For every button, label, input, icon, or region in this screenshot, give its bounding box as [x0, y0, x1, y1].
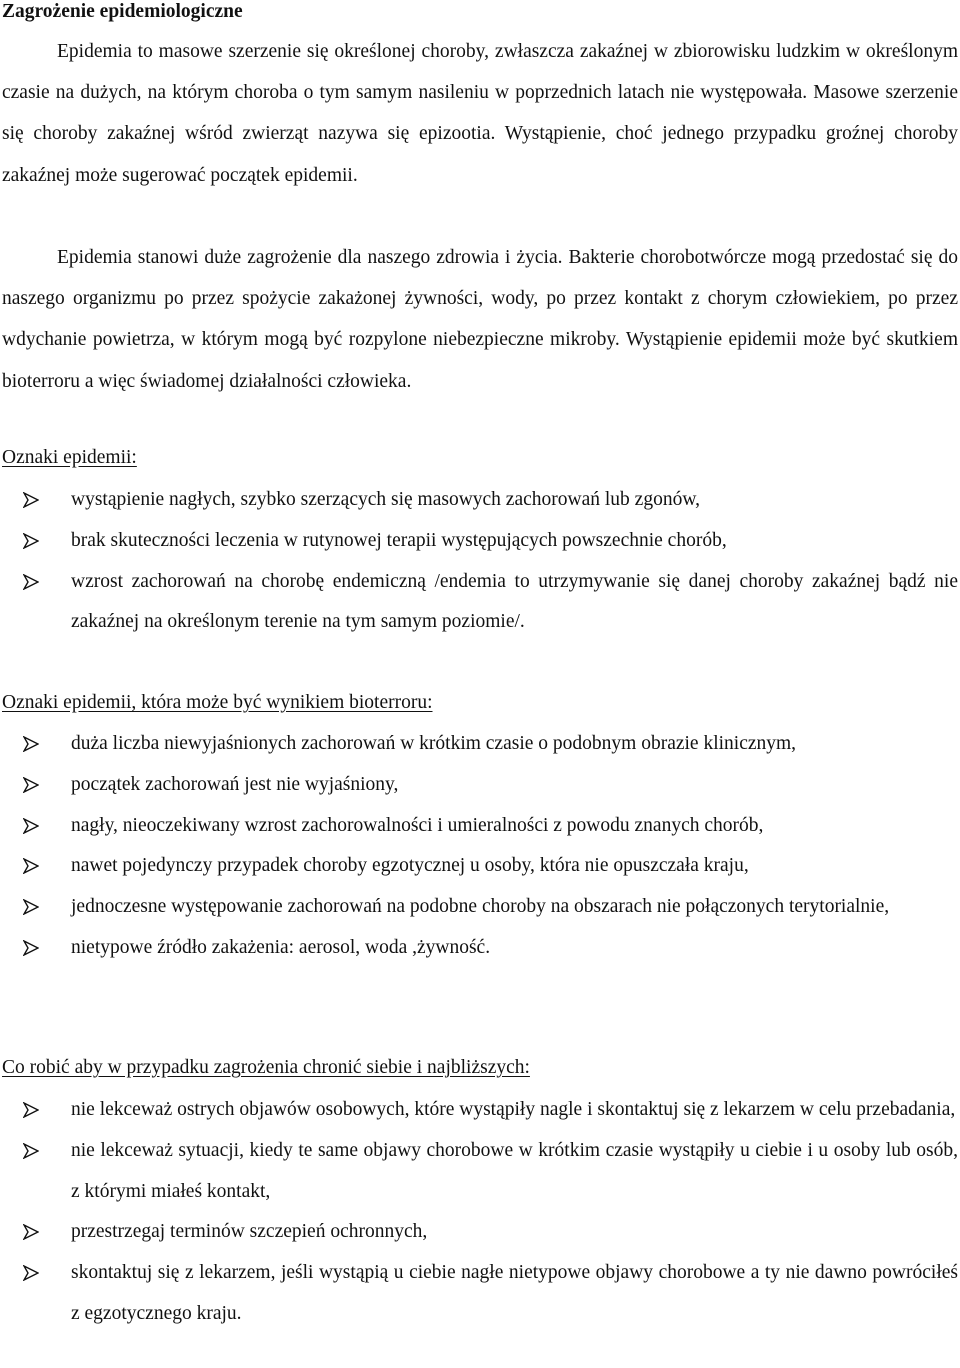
- list-item: [0, 480, 960, 521]
- list-item: [0, 806, 960, 847]
- arrowhead-bullet-icon: [23, 1102, 39, 1118]
- list-item-text: nagły, nieoczekiwany wzrost zachorowalności i umieralności z powodu znanych chorób,: [71, 814, 764, 836]
- list-item-text: duża liczba niewyjaśnionych zachorowań w krótkim czasie o podobnym obrazie klinicznym,: [71, 733, 797, 754]
- arrowhead-bullet-icon: [23, 940, 39, 956]
- list-item-text: skontaktuj się z lekarzem, jeśli wystąpią u ciebie nagłe nietypowe objawy chorobowe a ty nie dawno powróciłeś z egzotycznego kraju.: [71, 1262, 958, 1324]
- protection-advice-list: [0, 1090, 960, 1335]
- list-item-text: nie lekceważ sytuacji, kiedy te same objawy chorobowe w krótkim czasie wystąpiły u ciebie i u osoby lub osób, z którymi miałeś kontakt,: [71, 1139, 958, 1202]
- list-item-text: jednoczesne występowanie zachorowań na podobne choroby na obszarach nie połączonych terytorialnie,: [71, 896, 890, 918]
- list-item: [0, 521, 960, 562]
- arrowhead-bullet-icon: [23, 574, 39, 590]
- list-item: [0, 562, 960, 644]
- list-item: [0, 928, 960, 969]
- arrowhead-bullet-icon: [23, 1143, 39, 1159]
- arrowhead-bullet-icon: [23, 736, 39, 752]
- arrowhead-bullet-icon: [23, 858, 39, 874]
- list-item-text: wzrost zachorowań na chorobę endemiczną /endemia to utrzymywanie się danej choroby zakaźnej bądź nie zakaźnej na określonym terenie na tym samym poziomie/.: [71, 570, 958, 633]
- list-item: [0, 1253, 960, 1335]
- intro-paragraph: Epidemia to masowe szerzenie się określonej choroby, zwłaszcza zakaźnej w zbiorowisku ludzkim w określonym czasie na dużych, na którym choroba o tym samym nasileniu w poprzednich latach nie występowała. Masowe szerzenie się choroby zakaźnej wśród zwierząt nazywa się epizootia. Wystąpienie, choć jednego przypadku groźnej choroby zakaźnej może sugerować początek epidemii.: [2, 41, 958, 186]
- bioterror-signs-list: [0, 724, 960, 969]
- threat-paragraph: Epidemia stanowi duże zagrożenie dla naszego zdrowia i życia. Bakterie chorobotwórcze mogą przedostać się do naszego organizmu po przez spożycie zakażonej żywności, wody, po przez kontakt z chorym człowiekiem, po przez wdychanie powietrza, w którym mogą być rozpylone niebezpieczne mikroby. Wystąpienie epidemii może być skutkiem bioterroru a więc świadomej działalności człowieka.: [2, 247, 958, 392]
- list-item: [0, 724, 960, 765]
- list-item-text: nawet pojedynczy przypadek choroby egzotycznej u osoby, która nie opuszczała kraju,: [71, 855, 749, 877]
- list-item: [0, 846, 960, 887]
- list-item-text: nie lekceważ ostrych objawów osobowych, które wystąpiły nagle i skontaktuj się z lekarzem w celu przebadania,: [71, 1099, 956, 1120]
- arrowhead-bullet-icon: [23, 899, 39, 915]
- section-heading-protection-advice: Co robić aby w przypadku zagrożenia chronić siebie i najbliższych:: [2, 1057, 530, 1078]
- list-item-text: nietypowe źródło zakażenia: aerosol, woda ,żywność.: [71, 936, 491, 958]
- list-item-text: początek zachorowań jest nie wyjaśniony,: [71, 773, 399, 795]
- list-item: [0, 1131, 960, 1213]
- document-title: Zagrożenie epidemiologiczne: [2, 1, 243, 22]
- arrowhead-bullet-icon: [23, 777, 39, 793]
- arrowhead-bullet-icon: [23, 492, 39, 508]
- epidemic-signs-list: [0, 480, 960, 643]
- arrowhead-bullet-icon: [23, 533, 39, 549]
- list-item-text: wystąpienie nagłych, szybko szerzących się masowych zachorowań lub zgonów,: [71, 489, 701, 510]
- list-item-text: brak skuteczności leczenia w rutynowej terapii występujących powszechnie chorób,: [71, 529, 727, 551]
- arrowhead-bullet-icon: [23, 818, 39, 834]
- list-item: [0, 765, 960, 806]
- section-heading-epidemic-signs: Oznaki epidemii:: [2, 447, 137, 468]
- list-item-text: przestrzegaj terminów szczepień ochronnych,: [71, 1221, 428, 1243]
- list-item: [0, 887, 960, 928]
- list-item: [0, 1212, 960, 1253]
- arrowhead-bullet-icon: [23, 1224, 39, 1240]
- arrowhead-bullet-icon: [23, 1265, 39, 1281]
- section-heading-bioterror-signs: Oznaki epidemii, która może być wynikiem bioterroru:: [2, 692, 433, 713]
- list-item: [0, 1090, 960, 1131]
